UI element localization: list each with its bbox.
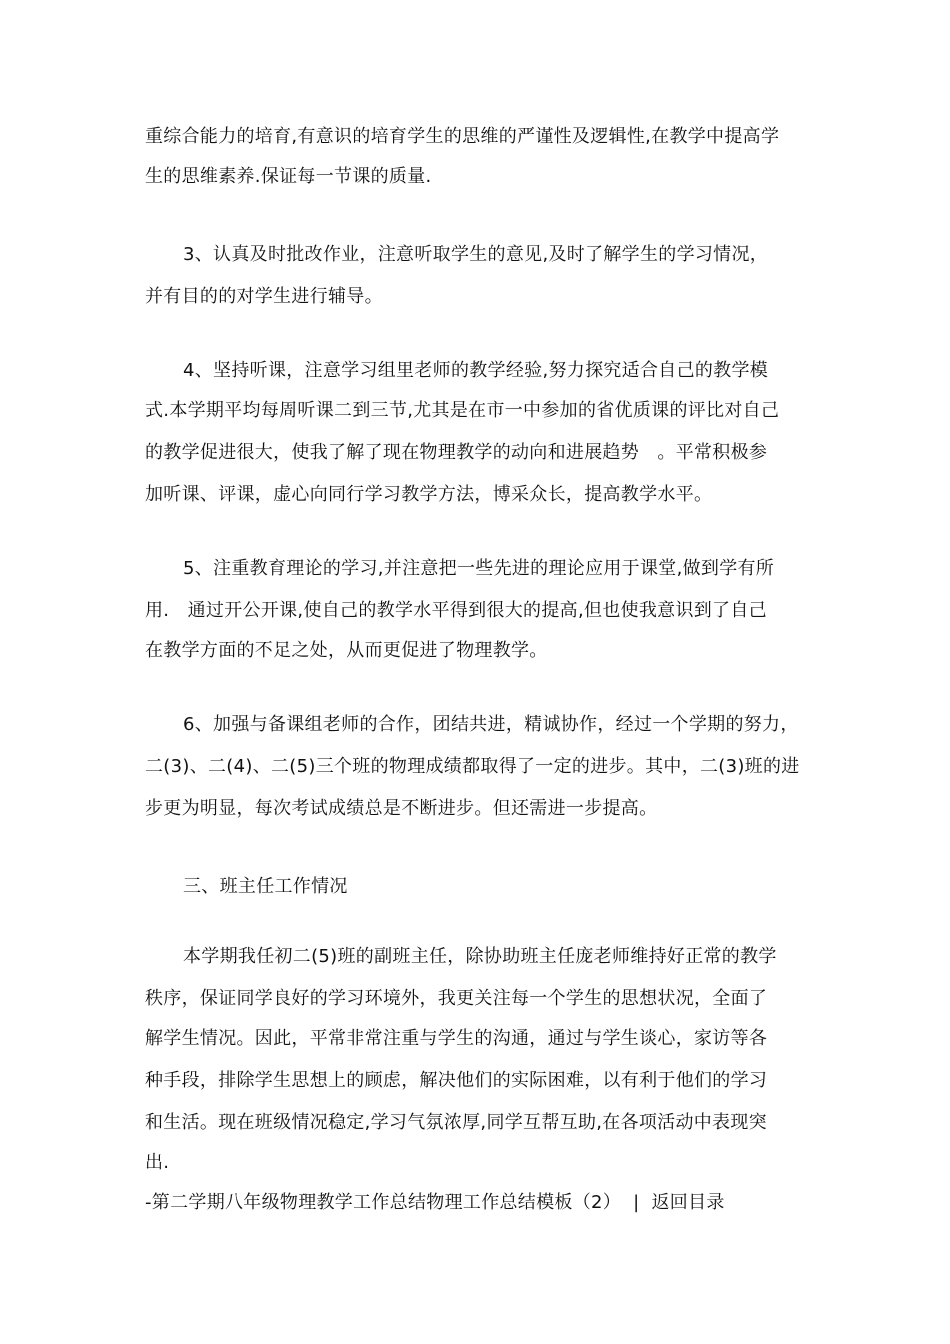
paragraph-line: 种手段，排除学生思想上的顾虑，解决他们的实际困难，以有利于他们的学习 [145, 1070, 768, 1091]
paragraph-line: 6、加强与备课组老师的合作，团结共进，精诚协作，经过一个学期的努力， [183, 714, 799, 735]
back-to-contents-link[interactable]: 返回目录 [651, 1192, 725, 1213]
paragraph-line: 二(3)、二(4)、二(5)三个班的物理成绩都取得了一定的进步。其中，二(3)班的进 [145, 756, 800, 777]
paragraph-line: 用. 通过开公开课,使自己的教学水平得到很大的提高,但也使我意识到了自己 [145, 600, 767, 621]
paragraph-line: 本学期我任初二(5)班的副班主任，除协助班主任庞老师维持好正常的教学 [183, 946, 777, 967]
paragraph-line: 和生活。现在班级情况稳定,学习气氛浓厚,同学互帮互助,在各项活动中表现突 [145, 1112, 767, 1133]
paragraph-line: 并有目的的对学生进行辅导。 [145, 286, 383, 307]
paragraph-line: 解学生情况。因此，平常非常注重与学生的沟通，通过与学生谈心，家访等各 [145, 1028, 768, 1049]
paragraph-line: 5、注重教育理论的学习,并注意把一些先进的理论应用于课堂,做到学有所 [183, 558, 775, 579]
paragraph-line: 步更为明显，每次考试成绩总是不断进步。但还需进一步提高。 [145, 798, 658, 819]
footer-separator: | [633, 1192, 640, 1213]
section-heading: 三、班主任工作情况 [183, 876, 348, 897]
paragraph-line: 式.本学期平均每周听课二到三节,尤其是在市一中参加的省优质课的评比对自己 [145, 400, 780, 421]
footer-title-link[interactable]: -第二学期八年级物理教学工作总结物理工作总结模板（2） [145, 1192, 622, 1213]
paragraph-line: 加听课、评课，虚心向同行学习教学方法，博采众长，提高教学水平。 [145, 484, 713, 505]
paragraph-line: 重综合能力的培育,有意识的培育学生的思维的严谨性及逻辑性,在教学中提高学 [145, 126, 780, 147]
paragraph-line: 3、认真及时批改作业，注意听取学生的意见,及时了解学生的学习情况， [183, 244, 769, 265]
paragraph-line: 生的思维素养.保证每一节课的质量. [145, 166, 432, 187]
paragraph-line: 的教学促进很大，使我了解了现在物理教学的动向和进展趋势 。平常积极参 [145, 442, 768, 463]
paragraph-line: 在教学方面的不足之处，从而更促进了物理教学。 [145, 640, 548, 661]
footer-nav [145, 1190, 725, 1216]
paragraph-line: 4、坚持听课，注意学习组里老师的教学经验,努力探究适合自己的教学模 [183, 360, 769, 381]
paragraph-line: 出. [145, 1152, 170, 1173]
paragraph-line: 秩序，保证同学良好的学习环境外，我更关注每一个学生的思想状况，全面了 [145, 988, 768, 1009]
